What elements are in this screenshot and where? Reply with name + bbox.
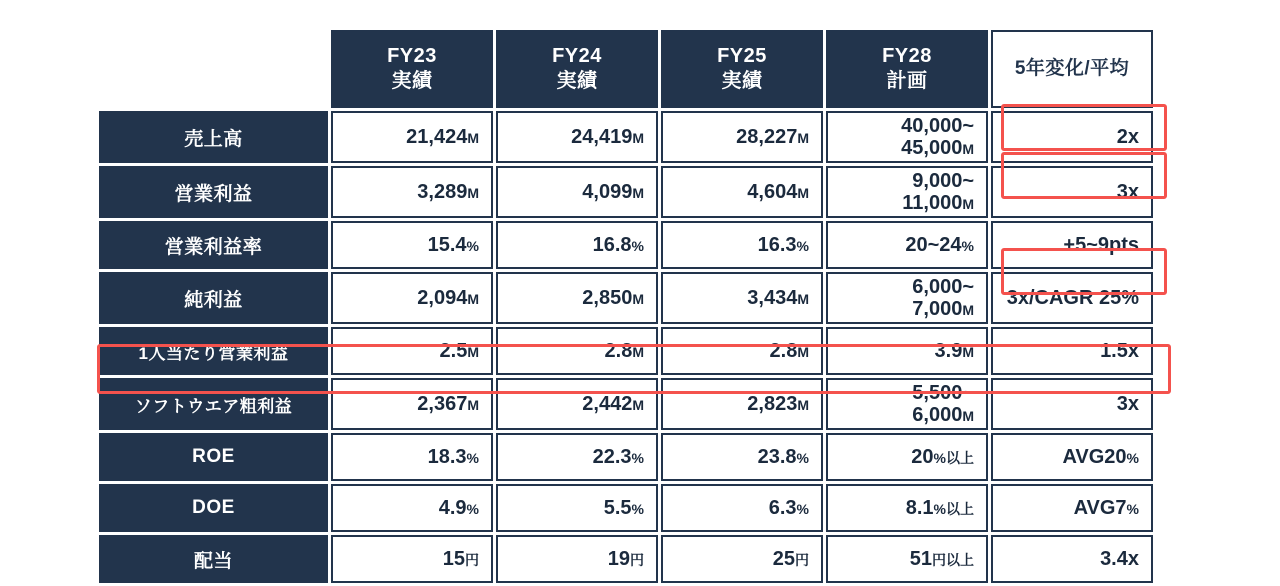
cell-operating-margin-change: +5~9pts [991,221,1153,269]
cell-sales-fy25: 28,227M [661,111,823,163]
cell-operating-margin-fy24: 16.8% [496,221,658,269]
cell-dividend-fy25: 25円 [661,535,823,583]
column-header-fy25-line2: 実績 [721,70,763,92]
cell-dividend-fy23: 15円 [331,535,493,583]
cell-roe-fy24: 22.3% [496,433,658,481]
cell-software-gross-profit-change: 3x [991,378,1153,430]
cell-doe-fy24: 5.5% [496,484,658,532]
cell-doe-fy25: 6.3% [661,484,823,532]
cell-operating-profit-fy23: 3,289M [331,166,493,218]
cell-operating-margin-fy28: 20~24% [826,221,988,269]
cell-profit-per-employee-fy25: 2.8M [661,327,823,375]
cell-net-profit-fy24: 2,850M [496,272,658,324]
row-header-roe: ROE [99,433,328,481]
cell-profit-per-employee-change: 1.5x [991,327,1153,375]
cell-roe-fy28: 20%以上 [826,433,988,481]
cell-profit-per-employee-fy24: 2.8M [496,327,658,375]
cell-profit-per-employee-fy28: 3.9M [826,327,988,375]
cell-sales-fy24: 24,419M [496,111,658,163]
row-header-doe: DOE [99,484,328,532]
column-header-fy28-line2: 計画 [886,70,928,92]
cell-doe-fy23: 4.9% [331,484,493,532]
column-header-fy24-line2: 実績 [556,70,598,92]
cell-software-gross-profit-fy23: 2,367M [331,378,493,430]
table-row [99,272,1153,324]
cell-doe-change: AVG7% [991,484,1153,532]
row-header-sales: 売上高 [99,111,328,163]
cell-sales-fy23: 21,424M [331,111,493,163]
cell-software-gross-profit-fy28: 5,500~ 6,000M [826,378,988,430]
column-header-fy23-line1: FY23 [387,45,437,67]
table-row [99,433,1153,481]
table-corner-cell [99,30,328,108]
cell-net-profit-fy28: 6,000~ 7,000M [826,272,988,324]
table-row [99,378,1153,430]
column-header-fy25 [661,30,823,108]
table-row [99,327,1153,375]
column-header-fy24 [496,30,658,108]
row-header-operating-profit: 営業利益 [99,166,328,218]
cell-dividend-fy24: 19円 [496,535,658,583]
row-header-operating-margin: 営業利益率 [99,221,328,269]
kpi-table [96,27,1156,586]
row-header-software-gross-profit: ソフトウエア粗利益 [99,378,328,430]
cell-operating-profit-fy25: 4,604M [661,166,823,218]
cell-operating-profit-fy24: 4,099M [496,166,658,218]
cell-roe-fy23: 18.3% [331,433,493,481]
table-row [99,221,1153,269]
column-header-fy28 [826,30,988,108]
cell-net-profit-fy23: 2,094M [331,272,493,324]
table-row [99,535,1153,583]
cell-dividend-fy28: 51円以上 [826,535,988,583]
table-row [99,111,1153,163]
column-header-fy28-line1: FY28 [882,45,932,67]
cell-operating-profit-fy28: 9,000~ 11,000M [826,166,988,218]
cell-net-profit-fy25: 3,434M [661,272,823,324]
column-header-fy23 [331,30,493,108]
column-header-fy23-line2: 実績 [391,70,433,92]
cell-profit-per-employee-fy23: 2.5M [331,327,493,375]
cell-dividend-change: 3.4x [991,535,1153,583]
cell-operating-margin-fy25: 16.3% [661,221,823,269]
cell-net-profit-change: 3x/CAGR 25% [991,272,1153,324]
table-header-row [99,30,1153,108]
cell-operating-profit-change: 3x [991,166,1153,218]
table-row [99,484,1153,532]
cell-operating-margin-fy23: 15.4% [331,221,493,269]
row-header-dividend: 配当 [99,535,328,583]
column-header-five-year-change-label: 5年変化/平均 [1014,58,1130,80]
cell-doe-fy28: 8.1%以上 [826,484,988,532]
cell-roe-change: AVG20% [991,433,1153,481]
table-row [99,166,1153,218]
cell-roe-fy25: 23.8% [661,433,823,481]
column-header-fy25-line1: FY25 [717,45,767,67]
row-header-net-profit: 純利益 [99,272,328,324]
cell-software-gross-profit-fy25: 2,823M [661,378,823,430]
column-header-five-year-change [991,30,1153,108]
cell-software-gross-profit-fy24: 2,442M [496,378,658,430]
cell-sales-fy28: 40,000~ 45,000M [826,111,988,163]
column-header-fy24-line1: FY24 [552,45,602,67]
cell-sales-change: 2x [991,111,1153,163]
row-header-operating-profit-per-employee: 1人当たり営業利益 [99,327,328,375]
